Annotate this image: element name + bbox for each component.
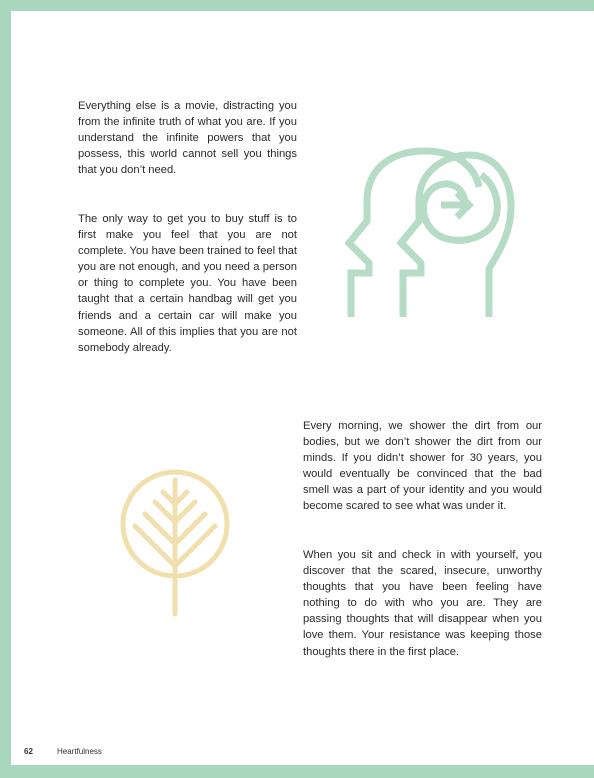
paragraph-1: Everything else is a movie, distracting you from the infinite truth of what you are. If you understand the infinite powers that you possess, this world cannot sell you things that you don’t need.: [78, 100, 297, 177]
page-number: 62: [24, 747, 33, 756]
tree-in-circle-icon: [113, 468, 237, 618]
magazine-name: Heartfulness: [57, 747, 102, 756]
two-heads-arrow-icon: [345, 147, 517, 317]
page-border-top: [0, 0, 594, 11]
page-border-bottom: [0, 765, 594, 778]
page-border-left: [0, 0, 11, 778]
paragraph-3: Every morning, we shower the dirt from our bodies, but we don’t shower the dirt from our minds. If you didn’t shower for 30 years, you would eventually be convinced that the bad smell was a part of your identity and you would become scared to see what was under it.: [303, 420, 542, 513]
paragraph-4: When you sit and check in with yourself, you discover that the scared, insecure, unworthy thoughts that you have been feeling have nothing to do with who you are. They are passing thoughts that will disappear when you love them. Your resistance was keeping those thoughts there in the first place.: [303, 549, 542, 658]
paragraph-2: The only way to get you to buy stuff is to first make you feel that you are not complete. You have been trained to feel that you are not enough, and you need a person or thing to complete you. You have been taught that a certain handbag will get you friends and a certain car will make you someone. All of this implies that you are not somebody already.: [78, 213, 297, 354]
